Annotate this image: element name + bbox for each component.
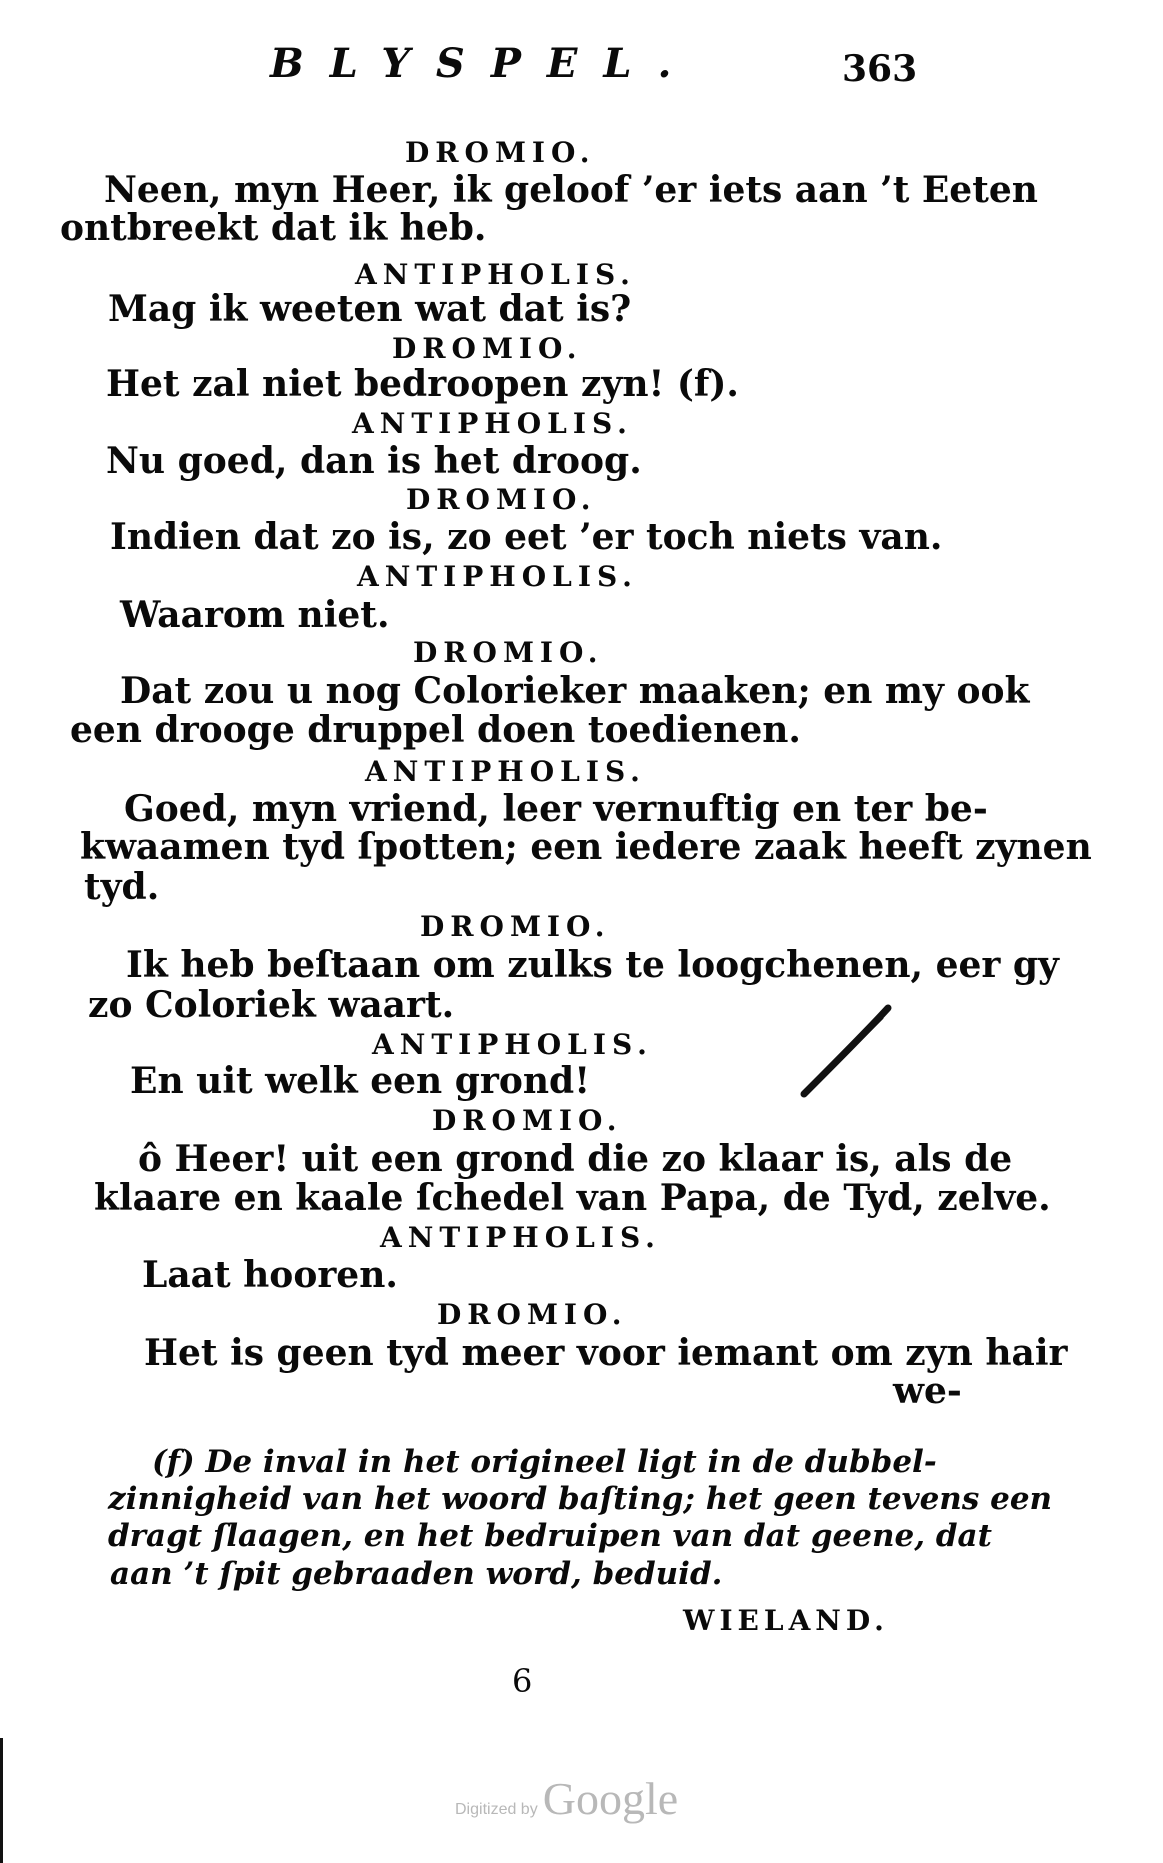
dialogue-line: Nu goed, dan is het droog. <box>106 440 642 482</box>
speaker-name: DROMIO. <box>437 1298 628 1331</box>
speaker-name: ANTIPHOLIS. <box>365 755 646 788</box>
dialogue-line: Waarom niet. <box>120 594 390 636</box>
footnote-line: dragt ſlaagen, en het bedruipen van dat geene, dat <box>108 1518 992 1554</box>
speaker-name: DROMIO. <box>420 910 611 943</box>
dialogue-line: klaare en kaale ſchedel van Papa, de Tyd, zelve. <box>94 1177 1051 1219</box>
dialogue-line: Neen, myn Heer, ik geloof ’er iets aan ’t Eeten <box>104 169 1038 211</box>
catchword: we- <box>893 1370 962 1412</box>
dialogue-line: Mag ik weeten wat dat is? <box>108 288 632 330</box>
dialogue-line: ontbreekt dat ik heb. <box>60 207 487 249</box>
speaker-name: DROMIO. <box>406 483 597 516</box>
footnote-line: aan ’t ſpit gebraaden word, beduid. <box>110 1556 723 1592</box>
footnote-line: (f) De inval in het origineel ligt in de dubbel- <box>152 1444 937 1480</box>
speaker-name: ANTIPHOLIS. <box>355 258 636 291</box>
page-mark: 6 <box>512 1662 533 1700</box>
dialogue-line: Laat hooren. <box>142 1254 398 1296</box>
dialogue-line: ô Heer! uit een grond die zo klaar is, als de <box>138 1138 1013 1180</box>
footnote-signature: WIELAND. <box>683 1604 889 1637</box>
dialogue-line: Goed, myn vriend, leer vernuftig en ter be- <box>124 788 988 830</box>
dialogue-line: een drooge druppel doen toedienen. <box>70 709 801 751</box>
dialogue-line: tyd. <box>84 866 160 908</box>
speaker-name: ANTIPHOLIS. <box>372 1028 653 1061</box>
page-edge-line <box>0 1738 3 1863</box>
speaker-name: DROMIO. <box>432 1104 623 1137</box>
speaker-name: DROMIO. <box>392 332 583 365</box>
speaker-name: ANTIPHOLIS. <box>380 1221 661 1254</box>
running-head: BLYSPEL. <box>270 40 698 87</box>
page-number: 363 <box>842 48 918 90</box>
speaker-name: ANTIPHOLIS. <box>357 560 638 593</box>
dialogue-line: Indien dat zo is, zo eet ’er toch niets van. <box>110 516 943 558</box>
google-logo: Google <box>542 1773 679 1824</box>
speaker-name: DROMIO. <box>405 136 596 169</box>
dialogue-line: En uit welk een grond! <box>130 1060 591 1102</box>
dialogue-line: Het is geen tyd meer voor iemant om zyn hair <box>144 1332 1068 1374</box>
dialogue-line: zo Coloriek waart. <box>88 984 455 1026</box>
watermark-prefix: Digitized by <box>455 1801 538 1818</box>
speaker-name: ANTIPHOLIS. <box>352 407 633 440</box>
dialogue-line: Dat zou u nog Colorieker maaken; en my ook <box>120 670 1030 712</box>
dialogue-line: kwaamen tyd ſpotten; een iedere zaak heeft zynen <box>80 826 1092 868</box>
speaker-name: DROMIO. <box>413 636 604 669</box>
dialogue-line: Ik heb beſtaan om zulks te loogchenen, eer gy <box>126 944 1059 986</box>
footnote-line: zinnigheid van het woord baſting; het geen tevens een <box>108 1481 1053 1517</box>
dialogue-line: Het zal niet bedroopen zyn! (f). <box>106 363 739 405</box>
ink-stroke-mark <box>798 1000 894 1100</box>
digitized-watermark <box>455 1772 678 1825</box>
